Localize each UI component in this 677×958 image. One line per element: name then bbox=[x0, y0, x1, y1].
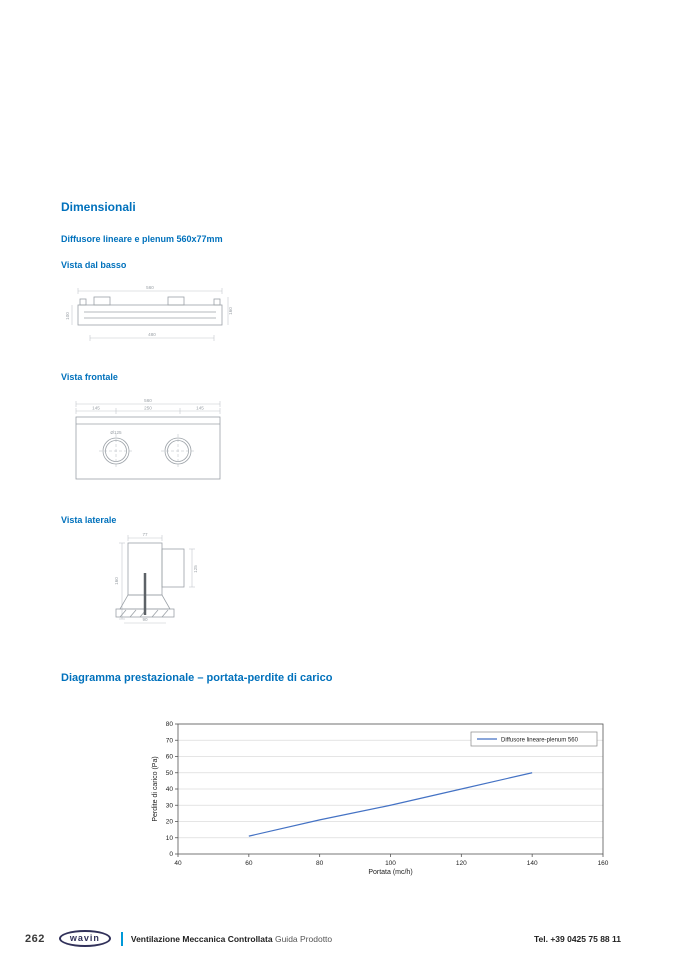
dim-label: 560 bbox=[144, 398, 152, 403]
dim-label: 160 bbox=[114, 577, 119, 585]
side-view-drawing bbox=[98, 531, 203, 626]
svg-text:20: 20 bbox=[165, 818, 173, 826]
section-heading: Dimensionali bbox=[61, 200, 136, 214]
footer-title: Ventilazione Meccanica Controllata bbox=[130, 933, 273, 944]
svg-text:120: 120 bbox=[455, 860, 467, 867]
dim-label: 480 bbox=[148, 332, 156, 337]
svg-text:0: 0 bbox=[169, 851, 173, 859]
dim-label: 160 bbox=[228, 307, 233, 315]
dim-label: 250 bbox=[144, 405, 152, 411]
svg-text:140: 140 bbox=[526, 860, 538, 867]
dim-label: 145 bbox=[196, 405, 204, 411]
svg-text:160: 160 bbox=[597, 860, 609, 867]
footer-text bbox=[131, 934, 332, 944]
footer-separator bbox=[121, 932, 123, 946]
view-side-heading: Vista laterale bbox=[61, 515, 117, 525]
dim-label: 145 bbox=[92, 405, 100, 411]
svg-text:30: 30 bbox=[165, 802, 173, 810]
svg-text:Portata (mc/h): Portata (mc/h) bbox=[368, 869, 413, 876]
svg-text:Diffusore lineare-plenum 560: Diffusore lineare-plenum 560 bbox=[501, 737, 578, 744]
front-view-drawing bbox=[68, 397, 228, 487]
dim-label: 90 bbox=[142, 617, 148, 622]
svg-text:80: 80 bbox=[316, 860, 324, 867]
dim-label: 125 bbox=[193, 565, 198, 573]
svg-text:70: 70 bbox=[165, 737, 173, 745]
footer-subtitle: Guida Prodotto bbox=[274, 933, 333, 944]
svg-text:Perdite di carico (Pa): Perdite di carico (Pa) bbox=[152, 756, 159, 822]
dim-label: 77 bbox=[142, 532, 148, 537]
dim-label: Ø125 bbox=[110, 430, 122, 435]
svg-text:50: 50 bbox=[165, 769, 173, 777]
svg-text:60: 60 bbox=[165, 753, 173, 761]
svg-text:100: 100 bbox=[385, 860, 396, 867]
view-bottom-heading: Vista dal basso bbox=[61, 260, 127, 270]
svg-text:40: 40 bbox=[165, 786, 173, 794]
subsection-heading: Diffusore lineare e plenum 560x77mm bbox=[61, 234, 223, 244]
performance-chart-svg bbox=[148, 712, 613, 882]
view-front-heading: Vista frontale bbox=[61, 372, 118, 382]
diagram-heading: Diagramma prestazionale – portata-perdite di carico bbox=[61, 672, 333, 684]
svg-text:60: 60 bbox=[245, 860, 253, 867]
dim-label: 100 bbox=[65, 312, 70, 320]
footer bbox=[25, 930, 621, 947]
performance-chart bbox=[148, 712, 613, 882]
footer-phone: Tel. +39 0425 75 88 11 bbox=[533, 933, 621, 944]
svg-text:80: 80 bbox=[165, 721, 173, 729]
wavin-logo: wavin bbox=[59, 930, 111, 947]
svg-text:40: 40 bbox=[174, 860, 182, 867]
svg-text:10: 10 bbox=[165, 834, 173, 842]
bottom-view-drawing bbox=[64, 283, 234, 345]
dim-label: 560 bbox=[146, 285, 154, 290]
page-number: 262 bbox=[25, 932, 45, 945]
